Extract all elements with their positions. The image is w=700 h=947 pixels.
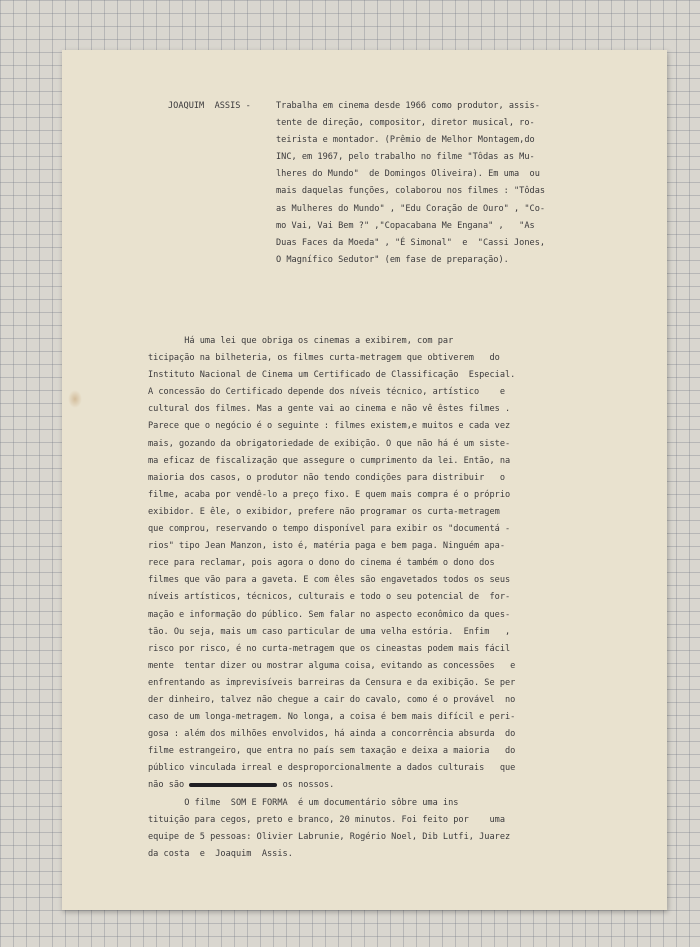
tail-after: os nossos. <box>277 780 335 791</box>
essay-line: gosa : além dos milhões envolvidos, há ainda a concorrência absurda do <box>148 729 516 740</box>
bio-line: mo Vai, Vai Bem ?" ,"Copacabana Me Engana" , "As <box>276 220 535 231</box>
typewritten-page <box>62 50 667 910</box>
essay-line: A concessão do Certificado depende dos níveis técnico, artístico e <box>148 387 505 398</box>
essay-line: Instituto Nacional de Cinema um Certificado de Classificação Especial. <box>148 370 516 381</box>
essay-line: mais, gozando da obrigatoriedade de exibição. O que não há é um siste- <box>148 438 511 449</box>
essay-line: mente tentar dizer ou mostrar alguma coisa, evitando as concessões e <box>148 660 516 671</box>
bio-line: Duas Faces da Moeda" , "É Simonal" e "Cassi Jones, <box>276 237 546 248</box>
essay-line: Parece que o negócio é o seguinte : filmes existem,e muitos e cada vez <box>148 421 511 432</box>
essay-line: ticipação na bilheteria, os filmes curta-metragem que obtiverem do <box>148 353 500 364</box>
essay-line: filme, acaba por vendê-lo a preço fixo. E quem mais compra é o próprio <box>148 489 511 500</box>
bio-line: O Magnífico Sedutor" (em fase de preparação). <box>276 254 509 265</box>
bio-line: as Mulheres do Mundo" , "Edu Coração de Ouro" , "Co- <box>276 203 546 214</box>
essay-body <box>148 333 515 863</box>
essay-line: enfrentando as imprevisíveis barreiras da Censura e da exibição. Se per <box>148 677 516 688</box>
redaction-mark <box>189 783 277 787</box>
essay-line: Há uma lei que obriga os cinemas a exibirem, com par <box>148 336 454 346</box>
bio-line: Trabalha em cinema desde 1966 como produtor, assis- <box>276 101 540 111</box>
bio-line: tente de direção, compositor, diretor musical, ro- <box>276 118 535 129</box>
bio-paragraph <box>276 98 545 269</box>
tail-before: não são <box>148 780 185 791</box>
essay-line: cultural dos filmes. Mas a gente vai ao cinema e não vê êstes filmes . <box>148 404 511 415</box>
essay-line: rece para reclamar, pois agora o dono do cinema é também o dono dos <box>148 558 495 569</box>
essay-line: que comprou, reservando o tempo disponível para exibir os "documentá - <box>148 524 511 535</box>
essay-line: tão. Ou seja, mais um caso particular de uma velha estória. Enfim , <box>148 626 511 637</box>
bio-line: teirista e montador. (Prêmio de Melhor Montagem,do <box>276 135 535 146</box>
essay-line: caso de um longa-metragem. No longa, a coisa é bem mais difícil e peri- <box>148 712 516 723</box>
essay-line: níveis artísticos, técnicos, culturais e todo o seu potencial de for- <box>148 592 511 603</box>
closing-line: equipe de 5 pessoas: Olivier Labrunie, Rogério Noel, Dib Lutfi, Juarez <box>148 831 511 842</box>
paper-stain <box>68 390 82 408</box>
bio-line: INC, em 1967, pelo trabalho no filme "Tôdas as Mu- <box>276 152 535 163</box>
bio-name: JOAQUIM ASSIS - <box>168 101 251 111</box>
bio-line: mais daquelas funções, colaborou nos filmes : "Tôdas <box>276 186 546 197</box>
essay-line: maioria dos casos, o produtor não tendo condições para distribuir o <box>148 472 505 483</box>
closing-line: tituição para cegos, preto e branco, 20 minutos. Foi feito por uma <box>148 814 505 825</box>
essay-line: mação e informação do público. Sem falar no aspecto econômico da ques- <box>148 609 511 620</box>
essay-line: público vinculada irreal e desproporcionalmente a dados culturais que <box>148 763 516 774</box>
essay-line: filmes que vão para a gaveta. E com êles são engavetados todos os seus <box>148 575 511 586</box>
essay-line: risco por risco, é no curta-metragem que os cineastas podem mais fácil <box>148 643 511 654</box>
essay-line: filme estrangeiro, que entra no país sem taxação e deixa a maioria do <box>148 746 516 757</box>
essay-line: der dinheiro, talvez não chegue a cair do cavalo, como é o provável no <box>148 694 516 705</box>
bio-line: lheres do Mundo" de Domingos Oliveira). Em uma ou <box>276 169 540 180</box>
essay-line: exibidor. E êle, o exibidor, prefere não programar os curta-metragem <box>148 506 500 517</box>
essay-line: ma eficaz de fiscalização que assegure o cumprimento da lei. Então, na <box>148 455 511 466</box>
essay-line: rios" tipo Jean Manzon, isto é, matéria paga e bem paga. Ninguém apa- <box>148 541 505 552</box>
essay-tail-line <box>148 777 515 794</box>
closing-line: da costa e Joaquim Assis. <box>148 848 293 859</box>
closing-line: O filme SOM E FORMA é um documentário sôbre uma ins <box>148 797 459 808</box>
